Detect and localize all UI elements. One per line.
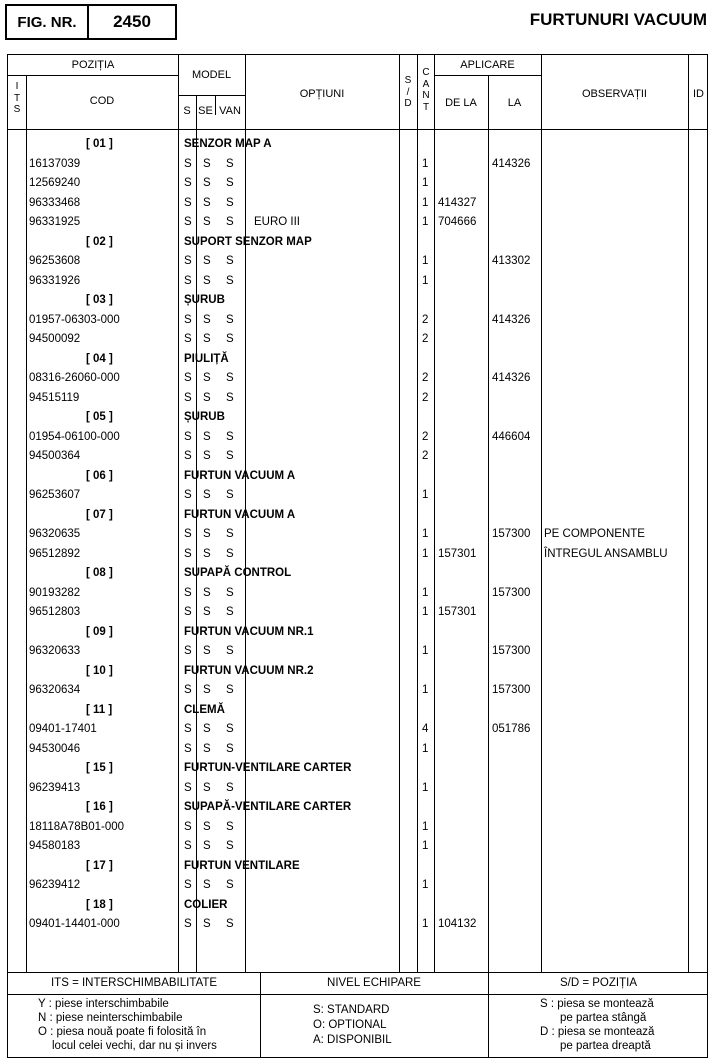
- model-s-cell: S: [184, 450, 192, 462]
- part-description: FURTUN VACUUM NR.2: [184, 664, 314, 677]
- model-van-cell: S: [226, 372, 234, 384]
- model-s-cell: S: [184, 489, 192, 501]
- from-serial-cell: 704666: [438, 216, 477, 228]
- model-se-cell: S: [203, 489, 211, 501]
- quantity-cell: 1: [422, 820, 429, 833]
- model-se-cell: S: [203, 216, 211, 228]
- table-row: [8, 311, 707, 331]
- model-s-cell: S: [184, 781, 192, 794]
- model-s-cell: S: [184, 742, 192, 755]
- model-s-cell: S: [184, 391, 192, 404]
- part-description: FURTUN-VENTILARE CARTER: [184, 762, 352, 774]
- legend-its-title: ITS = INTERSCHIMBABILITATE: [50, 977, 218, 989]
- part-code: 12569240: [29, 177, 81, 189]
- part-description: ȘURUB: [184, 411, 225, 423]
- model-se-cell: S: [203, 313, 211, 326]
- part-description: SUPAPĂ-VENTILARE CARTER: [184, 801, 352, 813]
- model-se-cell: S: [203, 840, 211, 852]
- parts-table: [7, 54, 708, 1058]
- table-row: [8, 584, 707, 604]
- quantity-cell: 1: [422, 157, 429, 170]
- table-row: [8, 525, 707, 545]
- position-number: [ 01 ]: [86, 138, 113, 150]
- header-cod: COD: [89, 95, 115, 107]
- model-s-cell: S: [184, 547, 192, 560]
- part-description: COLIER: [184, 898, 228, 911]
- section-header-row: [8, 467, 707, 487]
- position-number: [ 11 ]: [86, 703, 113, 716]
- section-header-row: [8, 662, 707, 682]
- part-description: CLEMĂ: [184, 703, 225, 716]
- model-van-cell: S: [226, 879, 234, 891]
- model-van-cell: S: [226, 157, 234, 170]
- position-number: [ 10 ]: [86, 664, 113, 677]
- legend-sd-line-4: pe partea dreaptă: [560, 1040, 651, 1052]
- observation-cell: PE COMPONENTE: [544, 528, 645, 540]
- page-title: FURTUNURI VACUUM: [529, 10, 707, 29]
- part-code: 94500364: [29, 450, 81, 462]
- model-s-cell: S: [184, 586, 192, 599]
- section-header-row: [8, 564, 707, 584]
- model-se-cell: S: [203, 723, 211, 735]
- quantity-cell: 1: [422, 742, 429, 755]
- part-code: 16137039: [29, 157, 81, 170]
- model-s-cell: S: [184, 177, 192, 189]
- model-s-cell: S: [184, 645, 192, 657]
- part-description: ȘURUB: [184, 294, 225, 306]
- table-row: [8, 155, 707, 175]
- part-code: 96331925: [29, 216, 81, 228]
- table-row: [8, 603, 707, 623]
- model-van-cell: S: [226, 586, 234, 599]
- model-s-cell: S: [184, 918, 192, 930]
- part-code: 96253608: [29, 255, 81, 267]
- position-number: [ 15 ]: [86, 762, 113, 774]
- model-se-cell: S: [203, 450, 211, 462]
- model-s-cell: S: [184, 216, 192, 228]
- model-s-cell: S: [184, 528, 192, 540]
- model-s-cell: S: [184, 333, 192, 345]
- part-code: 96239412: [29, 879, 81, 891]
- legend-nivel-line-2: O: OPTIONAL: [313, 1019, 387, 1031]
- part-code: 01954-06100-000: [29, 430, 120, 443]
- part-code: 90193282: [29, 586, 81, 599]
- model-van-cell: S: [226, 430, 234, 443]
- section-header-row: [8, 408, 707, 428]
- section-header-row: [8, 798, 707, 818]
- legend-sd-line-2: pe partea stângă: [560, 1012, 647, 1024]
- to-serial-cell: 157300: [492, 528, 531, 540]
- legend-nivel-line-3: A: DISPONIBIL: [313, 1034, 392, 1046]
- table-row: [8, 915, 707, 935]
- model-van-cell: S: [226, 177, 234, 189]
- legend-its-line-1: Y : piese interschimbabile: [38, 998, 169, 1010]
- header-cant: C A N T: [422, 67, 430, 113]
- section-header-row: [8, 506, 707, 526]
- table-row: [8, 720, 707, 740]
- legend-sd-line-1: S : piesa se montează: [540, 998, 654, 1010]
- part-description: SUPAPĂ CONTROL: [184, 567, 292, 579]
- model-se-cell: S: [203, 918, 211, 930]
- model-van-cell: S: [226, 528, 234, 540]
- legend-its-line-2: N : piese neinterschimbabile: [38, 1012, 183, 1024]
- legend-nivel-title: NIVEL ECHIPARE: [327, 977, 421, 989]
- part-code: 96239413: [29, 781, 81, 794]
- part-description: FURTUN VACUUM A: [184, 469, 296, 482]
- model-van-cell: S: [226, 684, 234, 696]
- section-header-row: [8, 701, 707, 721]
- table-row: [8, 389, 707, 409]
- model-van-cell: S: [226, 547, 234, 560]
- header-observatii: OBSERVAȚII: [581, 88, 647, 100]
- model-s-cell: S: [184, 606, 192, 618]
- position-number: [ 07 ]: [86, 508, 113, 521]
- model-se-cell: S: [203, 372, 211, 384]
- section-header-row: [8, 896, 707, 916]
- from-serial-cell: 104132: [438, 918, 477, 930]
- quantity-cell: 1: [422, 177, 429, 189]
- model-se-cell: S: [203, 781, 211, 794]
- model-van-cell: S: [226, 489, 234, 501]
- model-se-cell: S: [203, 820, 211, 833]
- quantity-cell: 2: [422, 430, 429, 443]
- table-row: [8, 486, 707, 506]
- figure-label: FIG. NR.: [7, 6, 89, 38]
- part-code: 18118A78B01-000: [29, 820, 125, 833]
- to-serial-cell: 414326: [492, 372, 531, 384]
- table-row: [8, 194, 707, 214]
- to-serial-cell: 157300: [492, 586, 531, 599]
- model-s-cell: S: [184, 255, 192, 267]
- to-serial-cell: 413302: [492, 255, 531, 267]
- quantity-cell: 2: [422, 391, 429, 404]
- position-number: [ 02 ]: [86, 235, 113, 248]
- header-its: I T S: [13, 81, 21, 115]
- quantity-cell: 2: [422, 333, 429, 345]
- position-number: [ 16 ]: [86, 801, 113, 813]
- part-code: 08316-26060-000: [29, 372, 120, 384]
- header-model-van: VAN: [219, 105, 241, 117]
- header-aplicare: APLICARE: [460, 59, 515, 71]
- quantity-cell: 1: [422, 489, 429, 501]
- quantity-cell: 4: [422, 723, 429, 735]
- position-number: [ 18 ]: [86, 898, 113, 911]
- table-row: [8, 837, 707, 857]
- table-row: [8, 876, 707, 896]
- to-serial-cell: 446604: [492, 430, 531, 443]
- part-code: 94515119: [29, 391, 80, 404]
- part-code: 01957-06303-000: [29, 313, 120, 326]
- model-van-cell: S: [226, 391, 234, 404]
- quantity-cell: 1: [422, 255, 429, 267]
- model-s-cell: S: [184, 840, 192, 852]
- quantity-cell: 1: [422, 547, 429, 560]
- table-row: [8, 213, 707, 233]
- model-s-cell: S: [184, 274, 192, 287]
- model-se-cell: S: [203, 547, 211, 560]
- observation-cell: ÎNTREGUL ANSAMBLU: [544, 547, 668, 560]
- model-se-cell: S: [203, 528, 211, 540]
- section-header-row: [8, 291, 707, 311]
- model-se-cell: S: [203, 586, 211, 599]
- part-code: 96320634: [29, 684, 81, 696]
- legend-its-line-3: O : piesa nouă poate fi folosită în: [38, 1026, 207, 1038]
- model-van-cell: S: [226, 450, 234, 462]
- part-description: PIULIȚĂ: [184, 352, 229, 365]
- part-description: SENZOR MAP A: [184, 138, 272, 150]
- model-se-cell: S: [203, 391, 211, 404]
- legend-sd-title: S/D = POZIȚIA: [559, 977, 637, 989]
- from-serial-cell: 157301: [438, 547, 477, 560]
- part-description: SUPORT SENZOR MAP: [184, 235, 312, 248]
- model-se-cell: S: [203, 157, 211, 170]
- section-header-row: [8, 857, 707, 877]
- model-van-cell: S: [226, 606, 234, 618]
- section-header-row: [8, 623, 707, 643]
- part-description: FURTUN VACUUM A: [184, 508, 296, 521]
- part-code: 09401-17401: [29, 723, 97, 735]
- model-se-cell: S: [203, 879, 211, 891]
- part-code: 96320635: [29, 528, 81, 540]
- model-van-cell: S: [226, 313, 234, 326]
- model-van-cell: S: [226, 820, 234, 833]
- header-model-se: SE: [198, 105, 213, 117]
- model-van-cell: S: [226, 216, 234, 228]
- model-se-cell: S: [203, 255, 211, 267]
- figure-number: 2450: [113, 12, 151, 31]
- header-sd: S / D: [404, 75, 412, 109]
- quantity-cell: 2: [422, 450, 429, 462]
- model-van-cell: S: [226, 274, 234, 287]
- table-row: [8, 174, 707, 194]
- header-pozitia: POZIȚIA: [71, 59, 115, 71]
- model-se-cell: S: [203, 606, 211, 618]
- part-description: FURTUN VENTILARE: [184, 859, 300, 872]
- part-code: 96320633: [29, 645, 81, 657]
- quantity-cell: 1: [422, 684, 429, 696]
- model-s-cell: S: [184, 196, 192, 209]
- model-s-cell: S: [184, 684, 192, 696]
- header-optiuni: OPȚIUNI: [299, 88, 345, 100]
- table-row: [8, 779, 707, 799]
- table-row: [8, 447, 707, 467]
- table-row: [8, 252, 707, 272]
- part-code: 96331926: [29, 274, 81, 287]
- table-row: [8, 545, 707, 565]
- model-s-cell: S: [184, 723, 192, 735]
- table-row: [8, 818, 707, 838]
- part-code: 94500092: [29, 333, 81, 345]
- legend-its-line-4: locul celei vechi, dar nu și invers: [52, 1040, 217, 1052]
- to-serial-cell: 157300: [492, 645, 531, 657]
- model-s-cell: S: [184, 820, 192, 833]
- quantity-cell: 1: [422, 274, 429, 287]
- part-code: 96512803: [29, 606, 81, 618]
- model-van-cell: S: [226, 723, 234, 735]
- model-van-cell: S: [226, 196, 234, 209]
- model-van-cell: S: [226, 333, 234, 345]
- model-se-cell: S: [203, 645, 211, 657]
- model-se-cell: S: [203, 684, 211, 696]
- part-code: 09401-14401-000: [29, 918, 120, 930]
- model-s-cell: S: [184, 430, 192, 443]
- header-model: MODEL: [191, 69, 232, 81]
- section-header-row: [8, 350, 707, 370]
- quantity-cell: 2: [422, 372, 429, 384]
- quantity-cell: 1: [422, 879, 429, 891]
- table-row: [8, 428, 707, 448]
- model-s-cell: S: [184, 157, 192, 170]
- to-serial-cell: 157300: [492, 684, 531, 696]
- quantity-cell: 1: [422, 606, 429, 618]
- model-se-cell: S: [203, 430, 211, 443]
- quantity-cell: 1: [422, 781, 429, 794]
- header-id: ID: [693, 88, 704, 100]
- model-se-cell: S: [203, 177, 211, 189]
- part-code: 96253607: [29, 489, 81, 501]
- table-row: [8, 272, 707, 292]
- table-row: [8, 330, 707, 350]
- table-row: [8, 642, 707, 662]
- position-number: [ 05 ]: [86, 411, 113, 423]
- header-la: LA: [507, 97, 522, 109]
- section-header-row: [8, 135, 707, 155]
- position-number: [ 06 ]: [86, 469, 113, 482]
- quantity-cell: 2: [422, 313, 429, 326]
- model-se-cell: S: [203, 333, 211, 345]
- model-van-cell: S: [226, 255, 234, 267]
- quantity-cell: 1: [422, 645, 429, 657]
- quantity-cell: 1: [422, 216, 429, 228]
- part-code: 96512892: [29, 547, 81, 560]
- model-se-cell: S: [203, 196, 211, 209]
- part-code: 96333468: [29, 196, 81, 209]
- model-s-cell: S: [184, 879, 192, 891]
- model-van-cell: S: [226, 645, 234, 657]
- table-row: [8, 681, 707, 701]
- to-serial-cell: 414326: [492, 157, 531, 170]
- position-number: [ 17 ]: [86, 859, 113, 872]
- quantity-cell: 1: [422, 918, 429, 930]
- position-number: [ 09 ]: [86, 625, 113, 638]
- table-row: [8, 740, 707, 760]
- quantity-cell: 1: [422, 528, 429, 540]
- position-number: [ 04 ]: [86, 352, 113, 365]
- model-van-cell: S: [226, 781, 234, 794]
- model-van-cell: S: [226, 742, 234, 755]
- position-number: [ 03 ]: [86, 294, 113, 306]
- model-van-cell: S: [226, 840, 234, 852]
- legend-nivel-line-1: S: STANDARD: [313, 1004, 390, 1016]
- model-van-cell: S: [226, 918, 234, 930]
- table-row: [8, 369, 707, 389]
- model-se-cell: S: [203, 742, 211, 755]
- position-number: [ 08 ]: [86, 567, 113, 579]
- part-code: 94580183: [29, 840, 81, 852]
- model-se-cell: S: [203, 274, 211, 287]
- from-serial-cell: 414327: [438, 196, 477, 209]
- figure-number-box: [5, 4, 177, 40]
- to-serial-cell: 051786: [492, 723, 531, 735]
- model-s-cell: S: [184, 313, 192, 326]
- to-serial-cell: 414326: [492, 313, 531, 326]
- quantity-cell: 1: [422, 840, 429, 852]
- quantity-cell: 1: [422, 586, 429, 599]
- quantity-cell: 1: [422, 196, 429, 209]
- option-cell: EURO III: [254, 216, 301, 228]
- legend-sd-line-3: D : piesa se montează: [540, 1026, 655, 1038]
- header-de-la: DE LA: [445, 97, 477, 109]
- section-header-row: [8, 759, 707, 779]
- part-description: FURTUN VACUUM NR.1: [184, 625, 314, 638]
- model-s-cell: S: [184, 372, 192, 384]
- header-model-s: S: [183, 105, 191, 117]
- section-header-row: [8, 233, 707, 253]
- from-serial-cell: 157301: [438, 606, 477, 618]
- part-code: 94530046: [29, 742, 81, 755]
